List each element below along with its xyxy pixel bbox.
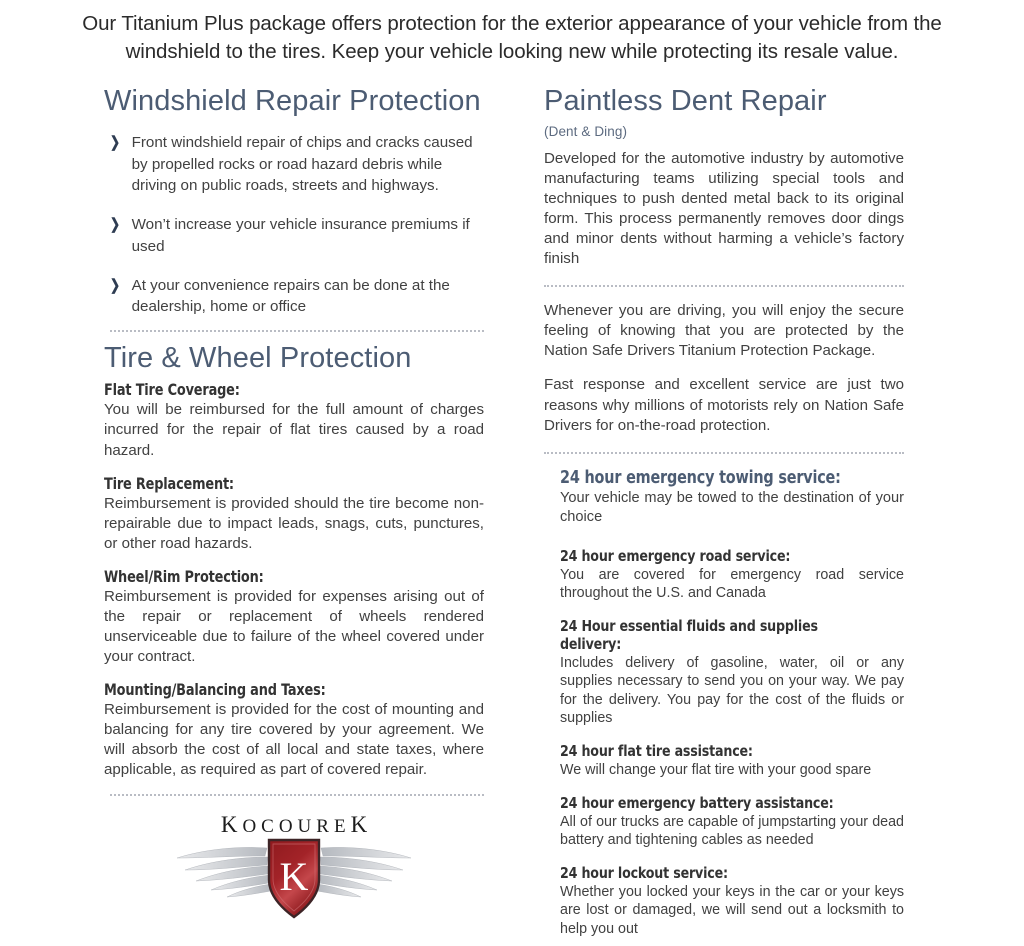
coverage-block — [104, 568, 484, 667]
logo-divider — [110, 794, 484, 796]
chevron-right-icon: ❯ — [110, 216, 121, 234]
list-item — [104, 214, 484, 257]
block-text: Reimbursement is provided for expenses arising out of the repair or replacement of wheels rendered unserviceable due to failure of the wheel covered under your contract. — [104, 587, 484, 665]
intro-paragraph: Our Titanium Plus package offers protection for the exterior appearance of your vehicle from the windshield to the tires. Keep your vehicle looking new while protecting its resale value. — [82, 12, 942, 64]
service-heading: 24 hour emergency road service: — [560, 546, 791, 565]
list-item — [104, 132, 484, 197]
section-divider — [110, 330, 484, 332]
service-text: Whether you locked your keys in the car or your keys are lost or damaged, we will send out a locksmith to help you out — [560, 883, 904, 937]
coverage-block — [104, 681, 484, 780]
left-column — [104, 85, 484, 925]
windshield-bullet-list — [104, 132, 484, 318]
bullet-text: At your convenience repairs can be done at the dealership, home or office — [131, 276, 450, 316]
service-heading: 24 hour emergency towing service: — [560, 467, 841, 488]
service-item — [560, 794, 904, 850]
assurance-paragraph: Fast response and excellent service are just two reasons why millions of motorists rely on Nation Safe Drivers for on-the-road protection. — [544, 376, 904, 434]
service-item — [560, 742, 904, 780]
service-text: We will change your flat tire with your good spare — [560, 762, 872, 779]
shield-letter: K — [279, 854, 309, 900]
block-heading: Tire Replacement: — [104, 474, 234, 493]
service-item — [560, 547, 904, 603]
coverage-block — [104, 381, 484, 460]
coverage-block — [104, 475, 484, 554]
service-text: Includes delivery of gasoline, water, oil or any supplies necessary to send you on your way. We pay for the delivery. You pay for the cost of the fluids or supplies — [560, 654, 904, 727]
bullet-text: Won’t increase your vehicle insurance premiums if used — [131, 216, 470, 255]
kocourek-logo — [104, 812, 484, 924]
right-wing-icon — [317, 848, 411, 898]
service-text: All of our trucks are capable of jumpstarting your dead battery and tightening cables as needed — [560, 813, 904, 849]
logo-svg — [169, 832, 419, 924]
chevron-right-icon: ❯ — [110, 276, 121, 294]
service-item — [560, 468, 904, 527]
roadside-services-list — [544, 468, 904, 939]
service-heading: 24 Hour essential fluids and supplies delivery: — [560, 616, 818, 653]
logo-wordmark-middle: OCOURE — [242, 816, 351, 838]
section-divider — [544, 452, 904, 454]
block-heading: Mounting/Balancing and Taxes: — [104, 681, 326, 700]
chevron-right-icon: ❯ — [110, 133, 121, 151]
list-item — [104, 275, 484, 318]
two-column-layout — [0, 85, 1024, 939]
dent-repair-paragraph: Developed for the automotive industry by automotive manufacturing teams utilizing special tools and techniques to push dented metal back to its original form. This process permanently removes door dings and minor dents without harming a vehicle’s factory finish — [544, 149, 904, 268]
winged-shield-mark — [169, 832, 419, 924]
service-heading: 24 hour lockout service: — [560, 863, 728, 882]
block-text: Reimbursement is provided for the cost of mounting and balancing for any tire covered by your agreement. We will absorb the cost of all local and state taxes, where applicable, as required as part of covered repair. — [104, 701, 484, 779]
bullet-text: Front windshield repair of chips and cracks caused by propelled rocks or road hazard debris while driving on public roads, streets and highways. — [131, 133, 473, 195]
service-item — [560, 864, 904, 939]
block-heading: Wheel/Rim Protection: — [104, 567, 264, 586]
service-text: Your vehicle may be towed to the destination of your choice — [560, 489, 904, 525]
tire-wheel-section-title: Tire & Wheel Protection — [104, 342, 412, 375]
service-text: You are covered for emergency road service throughout the U.S. and Canada — [560, 566, 904, 602]
windshield-section-title: Windshield Repair Protection — [104, 84, 481, 117]
service-item — [560, 617, 904, 728]
dent-repair-subtitle: (Dent & Ding) — [544, 123, 628, 139]
brochure-page — [0, 10, 1024, 946]
right-column — [544, 85, 904, 939]
block-heading: Flat Tire Coverage: — [104, 381, 240, 400]
left-wing-icon — [177, 848, 271, 898]
block-text: Reimbursement is provided should the tire become non-repairable due to impact leads, snags, cuts, punctures, or other road hazards. — [104, 494, 484, 552]
logo-wordmark-last: K — [350, 812, 373, 838]
dent-repair-section-title: Paintless Dent Repair — [544, 84, 827, 117]
service-heading: 24 hour emergency battery assistance: — [560, 793, 834, 812]
service-heading: 24 hour flat tire assistance: — [560, 742, 753, 761]
logo-wordmark-first: K — [220, 812, 243, 838]
block-text: You will be reimbursed for the full amount of charges incurred for the repair of flat tires caused by a road hazard. — [104, 401, 484, 459]
section-divider — [544, 285, 904, 287]
assurance-paragraph: Whenever you are driving, you will enjoy the secure feeling of knowing that you are protected by the Nation Safe Drivers Titanium Protection Package. — [544, 302, 904, 360]
